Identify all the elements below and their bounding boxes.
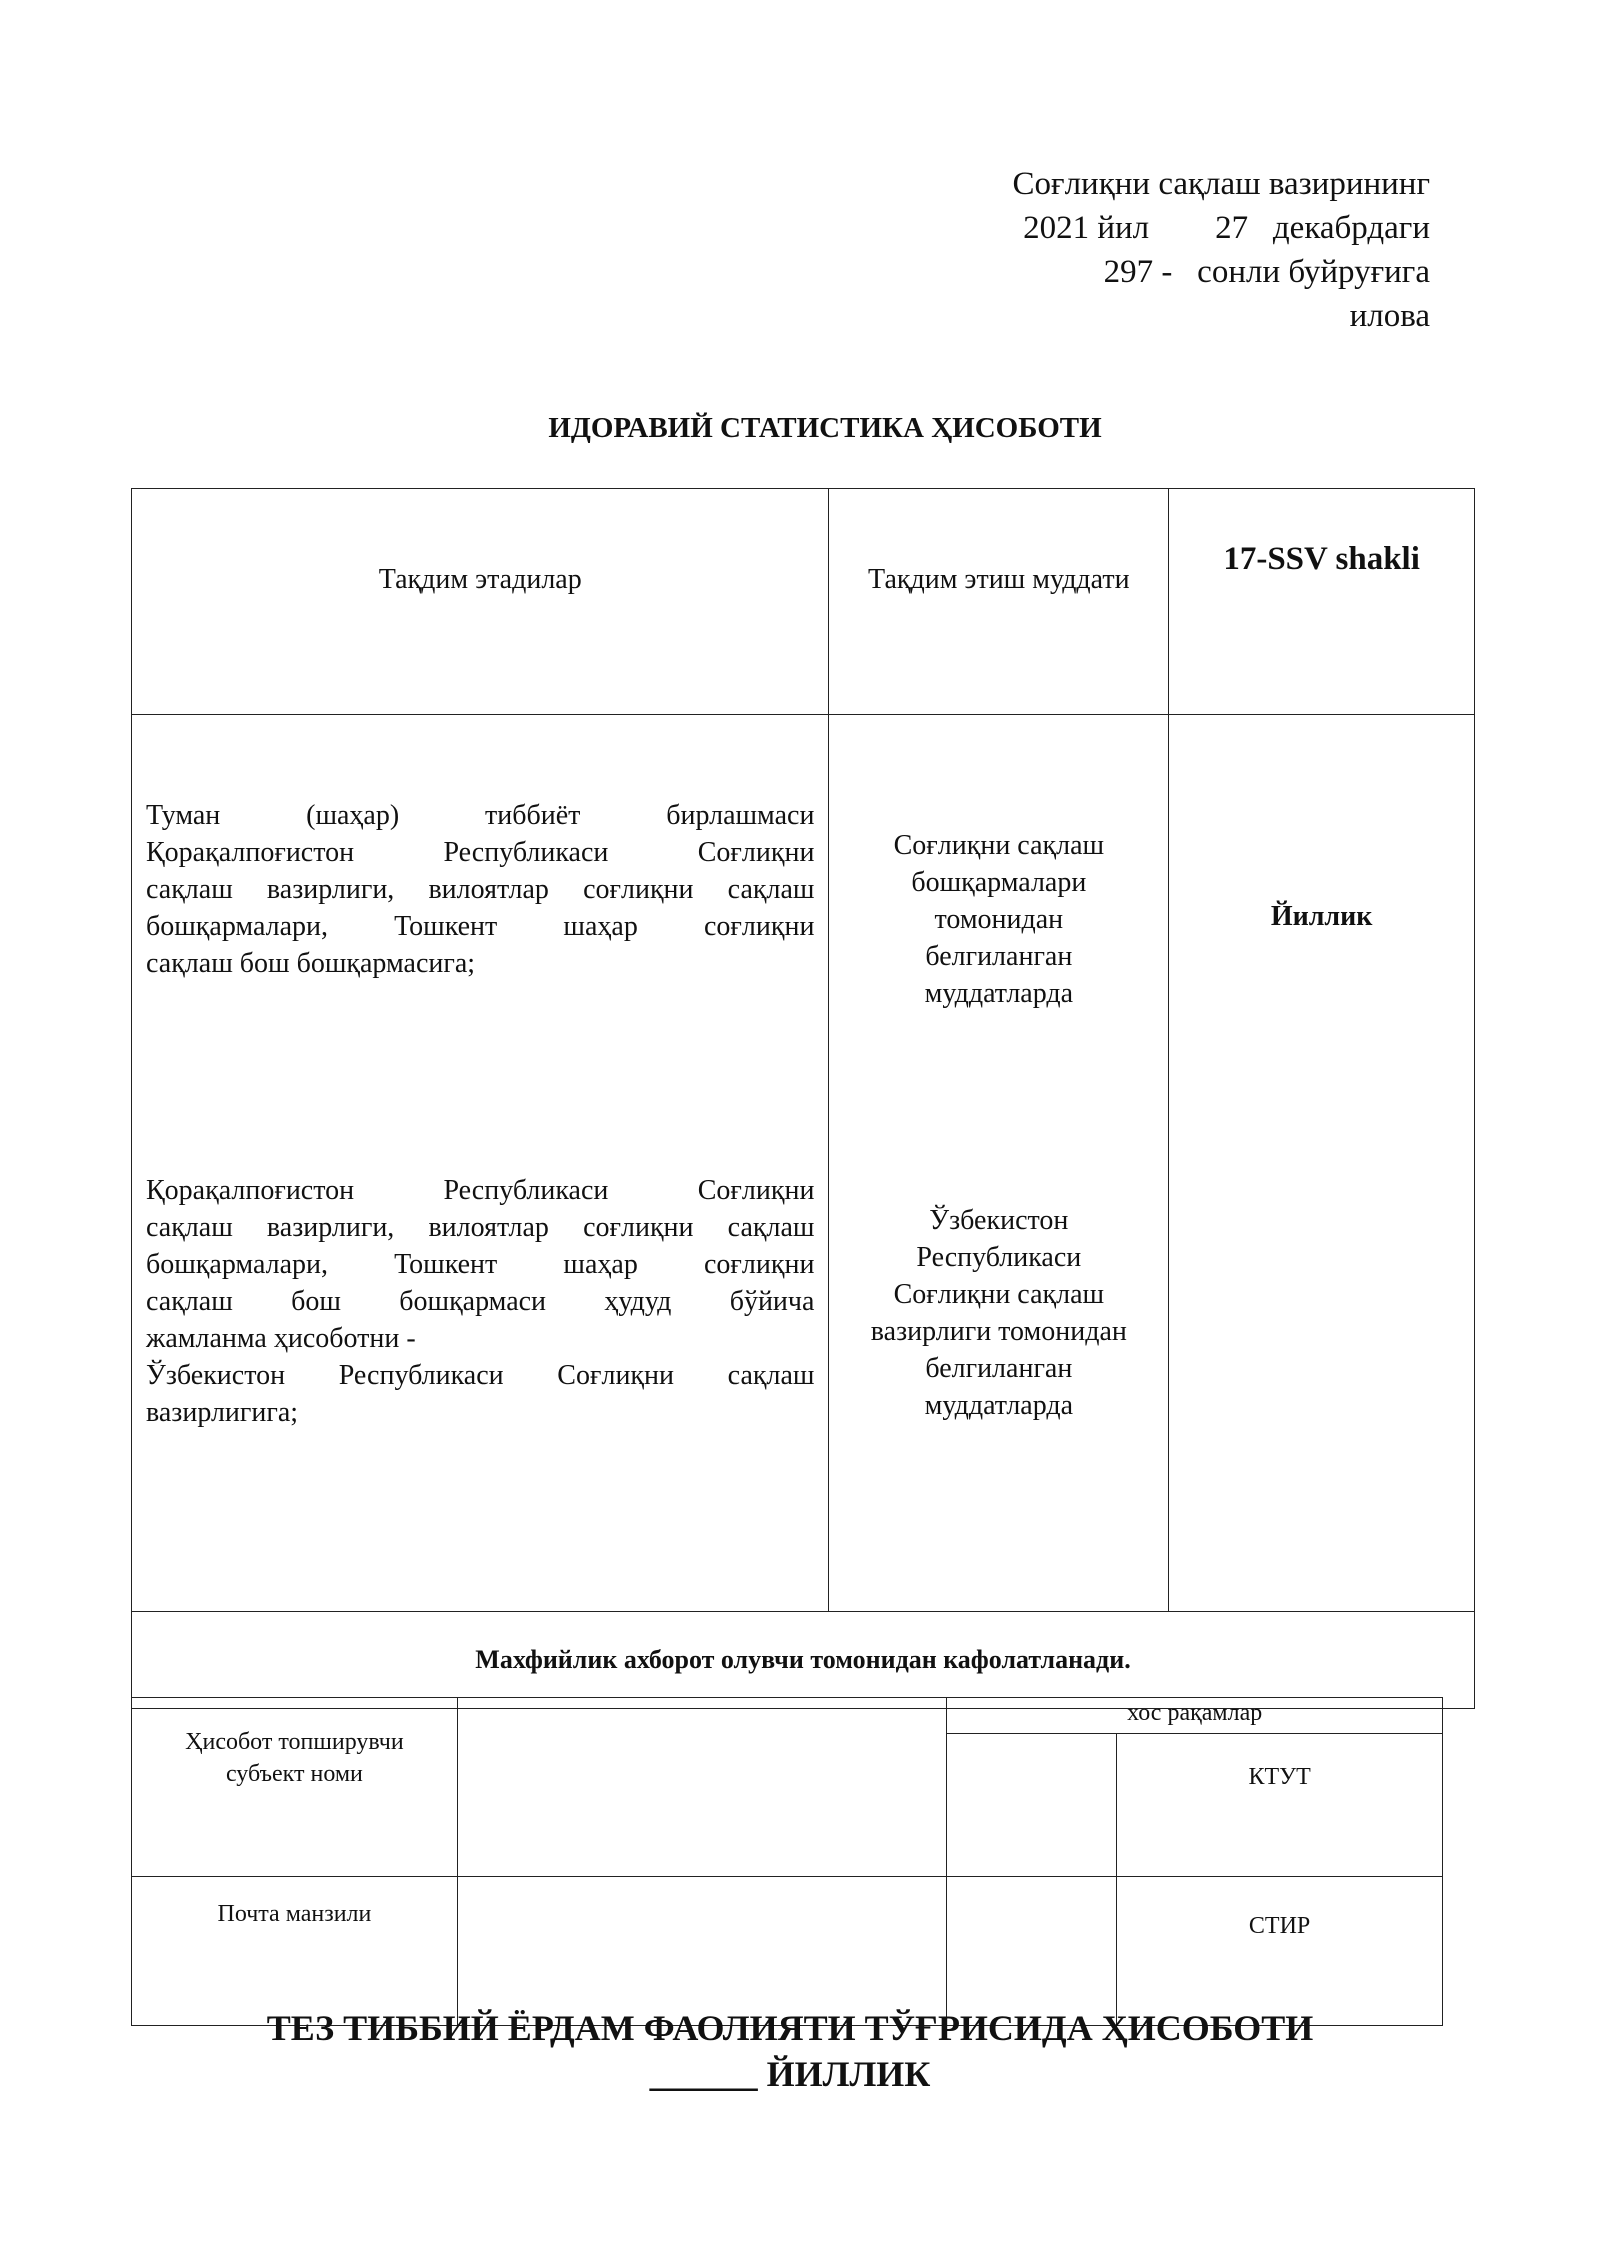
subject-name-label-cell xyxy=(132,1698,458,1877)
form-title-periodicity: ЙИЛЛИК xyxy=(766,2054,931,2094)
text-line: сақлаш бош бошқармаси ҳудуд бўйича xyxy=(146,1286,815,1317)
form-title-line-2 xyxy=(170,2051,1410,2097)
report-title: ИДОРАВИЙ СТАТИСТИКА ҲИСОБОТИ xyxy=(548,412,1102,444)
text-line: Қорақалпоғистон Республикаси Соғлиқни xyxy=(146,1175,815,1206)
info-address-row xyxy=(132,1877,1443,2026)
text-line: Соғлиқни сақлаш xyxy=(893,830,1105,861)
deadline-header: Тақдим этиш муддати xyxy=(829,489,1169,715)
submitters-header: Тақдим этадилар xyxy=(132,489,829,715)
header-order-number: 297 - xyxy=(1103,254,1173,290)
periodicity-cell xyxy=(1169,715,1475,1612)
text-line: вазирлиги томонидан xyxy=(870,1316,1127,1347)
order-reference-header xyxy=(810,162,1430,338)
text-line: жамланма ҳисоботни - xyxy=(146,1323,416,1354)
submitters-block-2 xyxy=(132,982,828,1431)
text-line: Ўзбекистон xyxy=(929,1205,1069,1236)
deadline-text-2 xyxy=(829,1012,1168,1424)
info-codes-header-row xyxy=(132,1698,1443,1734)
address-label: Почта манзили xyxy=(132,1877,458,2026)
text-line: вазирлигига; xyxy=(146,1397,299,1428)
subject-name-label: Ҳисобот топширувчи субъект номи xyxy=(185,1729,404,1787)
text-line: томонидан xyxy=(934,904,1064,935)
address-field[interactable] xyxy=(457,1877,947,2026)
text-line: Туман (шаҳар) тиббиёт бирлашмаси xyxy=(146,800,815,831)
submitters-block-1 xyxy=(132,715,828,982)
text-line: сақлаш бош бошқармасига; xyxy=(146,948,476,979)
form-code: 17-SSV shakli xyxy=(1169,489,1475,715)
text-line: Республикаси xyxy=(916,1242,1082,1273)
submission-table xyxy=(131,488,1475,1709)
header-day: 27 xyxy=(1215,210,1249,246)
ktut-value-field[interactable] xyxy=(947,1733,1117,1876)
periodicity-value: Йиллик xyxy=(1270,901,1373,932)
text-line: Қорақалпоғистон Республикаси Соғлиқни xyxy=(146,837,815,868)
subject-name-field[interactable] xyxy=(457,1698,947,1877)
text-line: белгиланган xyxy=(925,1353,1073,1384)
submitters-text-1 xyxy=(146,797,814,982)
header-line-2 xyxy=(810,206,1430,250)
ktut-label: КТУТ xyxy=(1117,1733,1443,1876)
text-line: Соғлиқни сақлаш xyxy=(893,1279,1105,1310)
codes-header: хос рақамлар xyxy=(947,1698,1443,1734)
text-line: Ўзбекистон Республикаси Соғлиқни сақлаш xyxy=(146,1360,815,1391)
header-year: 2021 йил xyxy=(1023,210,1150,246)
confidentiality-note: Махфийлик ахборот олувчи томонидан кафолатланади. xyxy=(132,1612,1475,1709)
text-line: бошқармалари xyxy=(911,867,1087,898)
header-order-text: сонли буйруғига xyxy=(1197,254,1430,290)
text-line: муддатларда xyxy=(924,1390,1074,1421)
text-line: бошқармалари, Тошкент шаҳар соғлиқни xyxy=(146,1249,815,1280)
text-line: сақлаш вазирлиги, вилоятлар соғлиқни сақлаш xyxy=(146,874,815,905)
form-title xyxy=(170,2005,1410,2097)
text-line: муддатларда xyxy=(924,978,1074,1009)
header-line-1: Соғлиқни сақлаш вазирининг xyxy=(1012,166,1430,202)
subject-info-table xyxy=(131,1697,1443,2026)
submission-table-footer-row xyxy=(132,1612,1475,1709)
header-month: декабрдаги xyxy=(1272,210,1430,246)
submitters-cell xyxy=(132,715,829,1612)
stir-value-field[interactable] xyxy=(947,1877,1117,2026)
form-title-line-1: ТЕЗ ТИББИЙ ЁРДАМ ФАОЛИЯТИ ТЎҒРИСИДА ҲИСОБОТИ xyxy=(266,2008,1314,2048)
text-line: бошқармалари, Тошкент шаҳар соғлиқни xyxy=(146,911,815,942)
header-line-4: илова xyxy=(1349,298,1430,334)
deadline-text-1 xyxy=(829,715,1168,1012)
text-line: сақлаш вазирлиги, вилоятлар соғлиқни сақлаш xyxy=(146,1212,815,1243)
submitters-text-2 xyxy=(146,1172,814,1431)
text-line: белгиланган xyxy=(925,941,1073,972)
year-blank: ______ xyxy=(649,2054,758,2094)
submission-table-body-row xyxy=(132,715,1475,1612)
deadline-cell xyxy=(829,715,1169,1612)
header-line-3 xyxy=(810,250,1430,294)
stir-label: СТИР xyxy=(1117,1877,1443,2026)
submission-table-header-row xyxy=(132,489,1475,715)
